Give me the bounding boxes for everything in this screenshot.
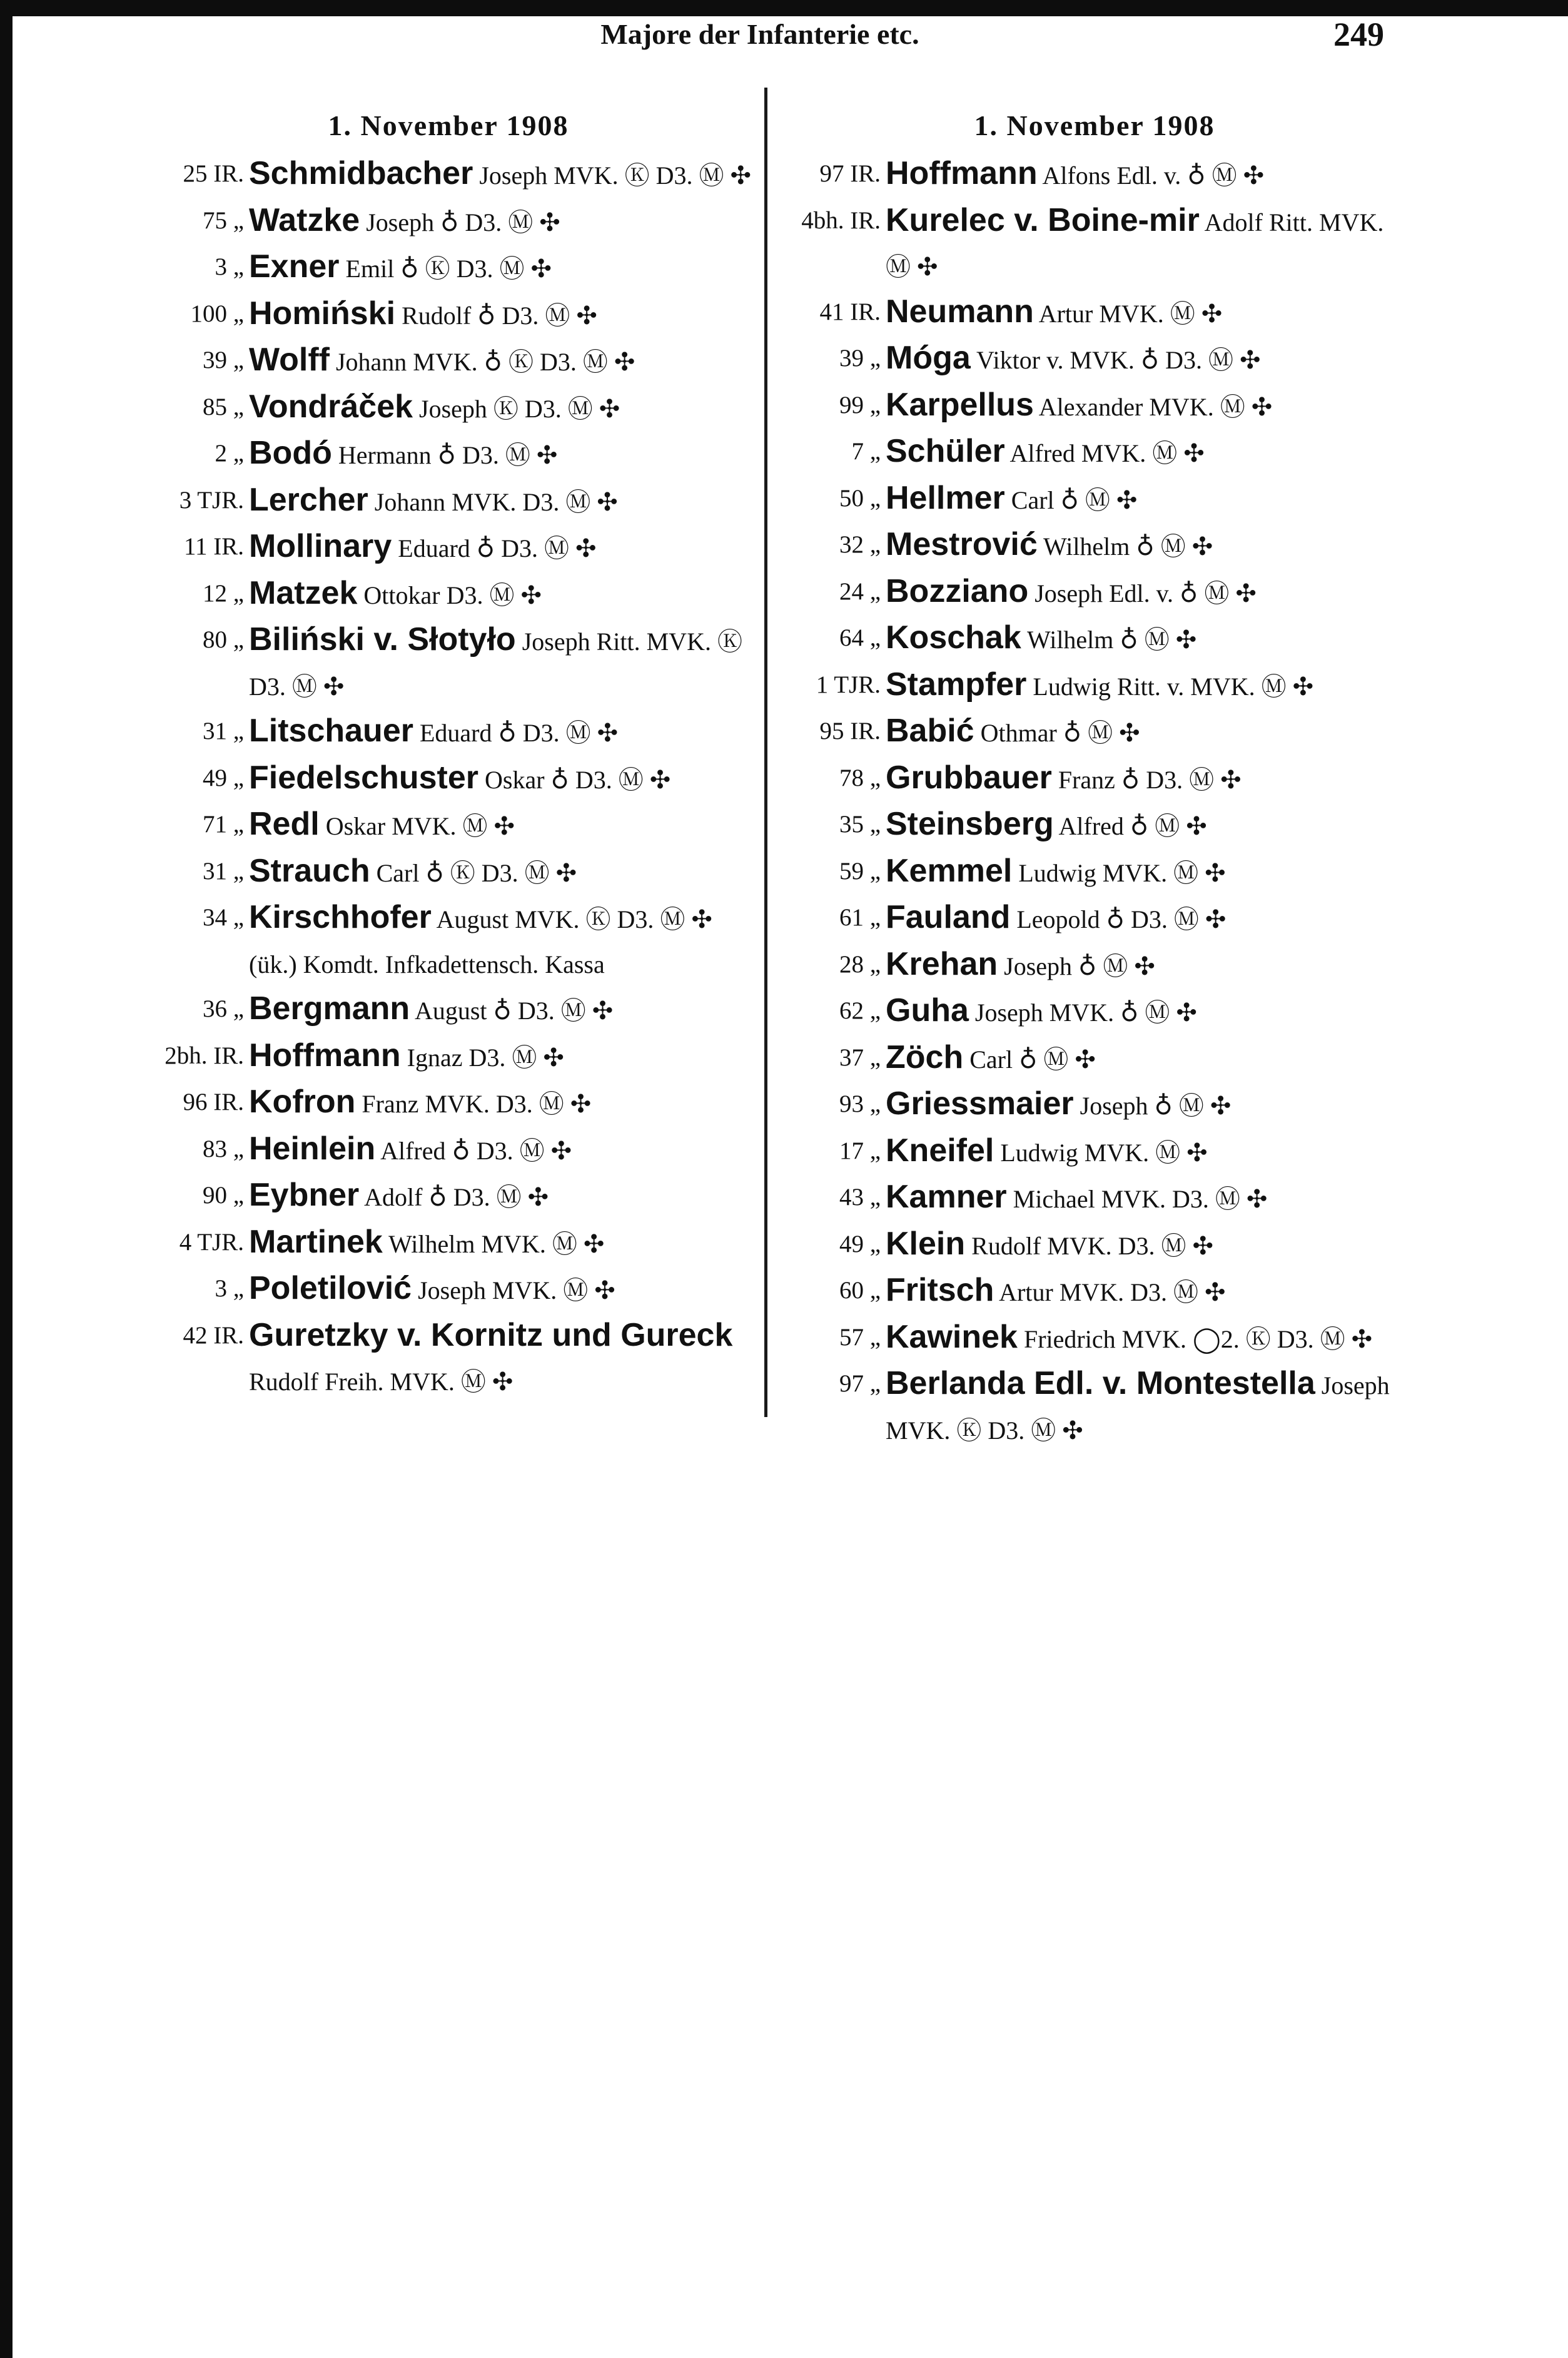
regiment-number: 39 „ (202, 347, 244, 374)
officer-surname: Guha (886, 992, 969, 1029)
officer-entry (886, 1129, 1407, 1176)
regiment-number: 1 TJR. (816, 671, 881, 698)
list-item (139, 478, 758, 525)
list-item (139, 1173, 758, 1220)
regiment-number: 78 „ (839, 764, 881, 791)
list-item (782, 1268, 1407, 1315)
officer-entry (886, 849, 1407, 896)
regiment-number: 41 IR. (819, 298, 881, 325)
officer-details: Johann MVK. D3. Ⓜ ✣ (374, 487, 618, 516)
officer-surname: Strauch (249, 852, 370, 889)
officer-entry (886, 663, 1407, 709)
regiment-number: 4bh. IR. (801, 206, 881, 234)
officer-surname: Hellmer (886, 479, 1005, 516)
officer-details: Joseph MVK. Ⓜ ✣ (418, 1276, 615, 1304)
right-column-heading: 1. November 1908 (974, 109, 1215, 141)
officer-details: Oskar ♁ D3. Ⓜ ✣ (485, 765, 671, 794)
list-item (139, 338, 758, 385)
officer-surname: Eybner (249, 1177, 360, 1213)
officer-entry (249, 338, 758, 385)
officer-details: Leopold ♁ D3. Ⓜ ✣ (1016, 905, 1227, 933)
list-item (782, 709, 1407, 756)
right-column (782, 100, 1407, 1453)
officer-details: Alfred MVK. Ⓜ ✣ (1009, 439, 1205, 467)
officer-surname: Vondráček (249, 388, 413, 425)
list-item (782, 756, 1407, 803)
officer-entry (249, 524, 758, 571)
running-title: Majore der Infanterie etc. (600, 18, 919, 50)
officer-surname: Fauland (886, 899, 1011, 935)
list-item (139, 524, 758, 571)
officer-surname: Matzek (249, 574, 358, 611)
officer-entry (249, 198, 758, 245)
list-item (782, 383, 1407, 430)
officer-entry (249, 571, 758, 618)
officer-surname: Schüler (886, 433, 1005, 469)
officer-surname: Exner (249, 248, 340, 285)
regiment-number: 7 „ (851, 438, 881, 465)
officer-entry (249, 431, 758, 478)
regiment-number: 62 „ (839, 997, 881, 1024)
left-entry-list (139, 151, 758, 1405)
list-item (782, 1222, 1407, 1269)
officer-details: Alfred ♁ Ⓜ ✣ (1058, 812, 1207, 840)
officer-surname: Martinek (249, 1223, 383, 1260)
officer-details: Alexander MVK. Ⓜ ✣ (1038, 392, 1273, 421)
left-column (139, 100, 758, 1405)
regiment-number: 57 „ (839, 1323, 881, 1351)
regiment-number: 12 „ (202, 579, 244, 607)
officer-surname: Heinlein (249, 1130, 376, 1167)
list-item (139, 709, 758, 756)
list-item (139, 292, 758, 338)
officer-details: Carl ♁ Ⓜ ✣ (1011, 485, 1138, 514)
officer-details: Joseph ♁ Ⓜ ✣ (1004, 952, 1155, 980)
right-entry-list (782, 151, 1407, 1453)
list-item (782, 1035, 1407, 1082)
officer-details: Ludwig MVK. Ⓜ ✣ (1018, 858, 1226, 887)
regiment-number: 50 „ (839, 484, 881, 512)
regiment-number: 95 IR. (819, 718, 881, 744)
list-item (139, 1266, 758, 1313)
regiment-number: 11 IR. (183, 533, 244, 560)
officer-details: Friedrich MVK. ◯2. Ⓚ D3. Ⓜ ✣ (1023, 1324, 1373, 1353)
officer-details: Michael MVK. D3. Ⓜ ✣ (1013, 1185, 1268, 1213)
regiment-number: 80 „ (202, 626, 244, 653)
officer-details: Franz ♁ D3. Ⓜ ✣ (1058, 765, 1242, 794)
officer-entry (886, 476, 1407, 523)
list-item (782, 1129, 1407, 1176)
officer-entry (886, 198, 1407, 290)
officer-entry (249, 1266, 758, 1313)
officer-entry (886, 151, 1407, 198)
officer-entry (249, 478, 758, 525)
officer-entry (249, 849, 758, 896)
regiment-number: 28 „ (839, 950, 881, 978)
list-item (139, 1034, 758, 1080)
officer-entry (249, 151, 758, 198)
officer-entry (249, 895, 758, 987)
officer-entry (886, 522, 1407, 569)
officer-details: Joseph ♁ Ⓜ ✣ (1080, 1092, 1232, 1120)
officer-surname: Karpellus (886, 386, 1034, 423)
list-item (782, 151, 1407, 198)
regiment-number: 25 IR. (183, 160, 244, 187)
list-item (139, 617, 758, 709)
officer-details: Hermann ♁ D3. Ⓜ ✣ (338, 441, 558, 469)
officer-details: Alfred ♁ D3. Ⓜ ✣ (380, 1136, 572, 1165)
officer-entry (249, 1080, 758, 1127)
officer-surname: Kawinek (886, 1318, 1018, 1355)
list-item (782, 802, 1407, 849)
officer-surname: Koschak (886, 619, 1021, 656)
officer-entry (249, 756, 758, 803)
officer-entry (249, 709, 758, 756)
list-item (782, 1361, 1407, 1453)
officer-surname: Kirschhofer (249, 899, 432, 935)
list-item (782, 290, 1407, 337)
list-item (139, 802, 758, 849)
column-divider (764, 88, 767, 1417)
officer-entry (886, 1035, 1407, 1082)
officer-details: Joseph MVK. ♁ Ⓜ ✣ (974, 999, 1197, 1027)
officer-details: Wilhelm ♁ Ⓜ ✣ (1027, 626, 1197, 654)
officer-surname: Homiński (249, 295, 396, 332)
officer-details: Adolf Ritt. MVK. Ⓜ ✣ (886, 208, 1384, 281)
list-item (139, 849, 758, 896)
officer-details: Carl ♁ Ⓚ D3. Ⓜ ✣ (376, 858, 577, 887)
regiment-number: 35 „ (839, 811, 881, 838)
officer-details: Joseph Edl. v. ♁ Ⓜ ✣ (1034, 579, 1257, 607)
officer-surname: Fiedelschuster (249, 759, 479, 796)
officer-surname: Mestrović (886, 526, 1038, 562)
regiment-number: 61 „ (839, 904, 881, 931)
list-item (782, 569, 1407, 616)
officer-entry (886, 1175, 1407, 1222)
officer-surname: Kofron (249, 1084, 356, 1120)
officer-entry (249, 987, 758, 1034)
officer-entry (886, 383, 1407, 430)
officer-surname: Mollinary (249, 528, 392, 564)
officer-entry (249, 1127, 758, 1174)
officer-surname: Hoffmann (249, 1037, 401, 1074)
officer-entry (886, 290, 1407, 337)
officer-details: Ottokar D3. Ⓜ ✣ (363, 581, 542, 609)
officer-details: Joseph ♁ D3. Ⓜ ✣ (366, 208, 560, 236)
list-item (139, 1080, 758, 1127)
officer-surname: Kurelec v. Boine-mir (886, 201, 1200, 238)
regiment-number: 71 „ (202, 811, 244, 838)
list-item (139, 895, 758, 987)
officer-entry (886, 1268, 1407, 1315)
list-item (782, 942, 1407, 989)
officer-entry (249, 1173, 758, 1220)
regiment-number: 39 „ (839, 345, 881, 372)
officer-entry (886, 709, 1407, 756)
officer-entry (886, 1361, 1407, 1453)
officer-surname: Stampfer (886, 666, 1027, 703)
list-item (782, 663, 1407, 709)
regiment-number: 49 „ (202, 764, 244, 791)
list-item (139, 1313, 758, 1405)
regiment-number: 93 „ (839, 1090, 881, 1117)
list-item (782, 1175, 1407, 1222)
regiment-number: 43 „ (839, 1184, 881, 1211)
officer-details: Wilhelm MVK. Ⓜ ✣ (388, 1229, 605, 1258)
list-item (782, 895, 1407, 942)
officer-details: Adolf ♁ D3. Ⓜ ✣ (364, 1183, 549, 1211)
regiment-number: 75 „ (202, 206, 244, 234)
regiment-number: 59 „ (839, 857, 881, 885)
officer-surname: Redl (249, 806, 320, 842)
officer-details: Joseph MVK. Ⓚ D3. Ⓜ ✣ (886, 1371, 1390, 1445)
regiment-number: 24 „ (839, 577, 881, 605)
regiment-number: 3 „ (215, 1275, 244, 1302)
officer-details: Ludwig Ritt. v. MVK. Ⓜ ✣ (1033, 672, 1314, 701)
officer-details: Ignaz D3. Ⓜ ✣ (407, 1043, 564, 1072)
officer-details: Joseph Ritt. MVK. Ⓚ D3. Ⓜ ✣ (249, 628, 742, 701)
officer-entry (886, 756, 1407, 803)
officer-surname: Fritsch (886, 1272, 994, 1308)
officer-surname: Schmidbacher (249, 155, 473, 191)
officer-entry (886, 616, 1407, 663)
officer-details: Carl ♁ Ⓜ ✣ (969, 1045, 1096, 1074)
officer-entry (886, 569, 1407, 616)
officer-surname: Lercher (249, 481, 368, 518)
officer-surname: Biliński v. Słotyło (249, 621, 516, 658)
list-item (782, 988, 1407, 1035)
list-item (782, 1082, 1407, 1129)
officer-surname: Babić (886, 713, 974, 749)
list-item (782, 336, 1407, 383)
officer-entry (886, 1222, 1407, 1269)
regiment-number: 85 „ (202, 393, 244, 420)
regiment-number: 4 TJR. (179, 1228, 244, 1256)
list-item (139, 245, 758, 292)
officer-surname: Klein (886, 1225, 966, 1262)
officer-entry (249, 1313, 758, 1405)
officer-details: Alfons Edl. v. ♁ Ⓜ ✣ (1042, 161, 1265, 190)
list-item (139, 385, 758, 432)
officer-surname: Litschauer (249, 713, 413, 749)
officer-surname: Bergmann (249, 990, 410, 1027)
list-item (139, 571, 758, 618)
officer-entry (249, 292, 758, 338)
regiment-number: 3 „ (215, 253, 244, 280)
officer-details: Emil ♁ Ⓚ D3. Ⓜ ✣ (345, 255, 552, 283)
list-item (782, 198, 1407, 290)
officer-entry (886, 942, 1407, 989)
regiment-number: 60 „ (839, 1277, 881, 1304)
list-item (782, 476, 1407, 523)
officer-entry (249, 385, 758, 432)
officer-details: Wilhelm ♁ Ⓜ ✣ (1043, 532, 1213, 561)
officer-entry (249, 1220, 758, 1267)
officer-details: Johann MVK. ♁ Ⓚ D3. Ⓜ ✣ (335, 348, 635, 376)
officer-details: Joseph Ⓚ D3. Ⓜ ✣ (419, 394, 620, 423)
list-item (782, 616, 1407, 663)
officer-entry (249, 245, 758, 292)
officer-entry (249, 802, 758, 849)
regiment-number: 42 IR. (183, 1321, 244, 1349)
officer-details: Joseph MVK. Ⓚ D3. Ⓜ ✣ (479, 161, 751, 190)
officer-surname: Berlanda Edl. v. Montestella (886, 1365, 1315, 1401)
officer-surname: Grubbauer (886, 759, 1052, 796)
list-item (139, 1220, 758, 1267)
regiment-number: 34 „ (202, 904, 244, 931)
list-item (139, 431, 758, 478)
page-number: 249 (1333, 16, 1384, 53)
officer-surname: Móga (886, 340, 971, 376)
officer-surname: Kemmel (886, 852, 1013, 889)
officer-surname: Poletilović (249, 1270, 412, 1306)
list-item (782, 1315, 1407, 1362)
officer-details: Rudolf ♁ D3. Ⓜ ✣ (402, 301, 597, 330)
officer-details: August MVK. Ⓚ D3. Ⓜ ✣ (ük.) Komdt. Infkadettensch. Kassa (249, 905, 712, 978)
officer-surname: Neumann (886, 293, 1034, 330)
list-item (139, 756, 758, 803)
officer-surname: Griessmaier (886, 1085, 1074, 1122)
officer-surname: Watzke (249, 201, 360, 238)
list-item (782, 849, 1407, 896)
regiment-number: 99 „ (839, 391, 881, 419)
officer-details: Artur MVK. Ⓜ ✣ (1038, 299, 1223, 328)
list-item (139, 1127, 758, 1174)
officer-surname: Bozziano (886, 572, 1029, 609)
officer-entry (886, 336, 1407, 383)
regiment-number: 100 „ (190, 300, 244, 327)
officer-entry (886, 895, 1407, 942)
regiment-number: 83 „ (202, 1135, 244, 1162)
officer-surname: Krehan (886, 945, 998, 982)
officer-entry (886, 1082, 1407, 1129)
regiment-number: 96 IR. (183, 1089, 244, 1115)
regiment-number: 37 „ (839, 1044, 881, 1071)
officer-details: August ♁ D3. Ⓜ ✣ (414, 997, 614, 1025)
list-item (782, 522, 1407, 569)
officer-surname: Hoffmann (886, 155, 1038, 191)
regiment-number: 49 „ (839, 1230, 881, 1258)
regiment-number: 2 „ (215, 440, 244, 467)
officer-surname: Kneifel (886, 1132, 994, 1169)
regiment-number: 90 „ (202, 1182, 244, 1209)
officer-surname: Wolff (249, 342, 330, 378)
regiment-number: 17 „ (839, 1137, 881, 1164)
left-column-heading: 1. November 1908 (328, 109, 569, 141)
officer-entry (249, 617, 758, 709)
regiment-number: 3 TJR. (179, 486, 244, 514)
officer-details: Artur MVK. D3. Ⓜ ✣ (999, 1278, 1226, 1306)
officer-entry (886, 802, 1407, 849)
regiment-number: 97 „ (839, 1370, 881, 1397)
officer-surname: Zöch (886, 1039, 964, 1075)
officer-details: Eduard ♁ D3. Ⓜ ✣ (419, 719, 619, 747)
regiment-number: 36 „ (202, 995, 244, 1022)
officer-details: Oskar MVK. Ⓜ ✣ (325, 812, 515, 840)
officer-details: Rudolf Freih. MVK. Ⓜ ✣ (249, 1368, 513, 1396)
list-item (139, 987, 758, 1034)
regiment-number: 2bh. IR. (164, 1042, 244, 1069)
officer-entry (886, 988, 1407, 1035)
officer-details: Othmar ♁ Ⓜ ✣ (980, 719, 1140, 747)
list-item (139, 151, 758, 198)
officer-entry (886, 429, 1407, 476)
regiment-number: 97 IR. (819, 160, 881, 187)
list-item (782, 429, 1407, 476)
officer-entry (249, 1034, 758, 1080)
regiment-number: 32 „ (839, 531, 881, 558)
officer-details: Eduard ♁ D3. Ⓜ ✣ (398, 534, 597, 562)
regiment-number: 64 „ (839, 624, 881, 651)
officer-details: Viktor v. MVK. ♁ D3. Ⓜ ✣ (976, 346, 1261, 374)
officer-details: Franz MVK. D3. Ⓜ ✣ (362, 1090, 592, 1118)
officer-entry (886, 1315, 1407, 1362)
officer-surname: Guretzky v. Kornitz und Gureck (249, 1316, 733, 1353)
officer-surname: Kamner (886, 1179, 1007, 1215)
list-item (139, 198, 758, 245)
officer-surname: Steinsberg (886, 806, 1054, 842)
officer-surname: Bodó (249, 435, 332, 471)
regiment-number: 31 „ (202, 718, 244, 744)
officer-details: Ludwig MVK. Ⓜ ✣ (1000, 1138, 1208, 1167)
officer-details: Rudolf MVK. D3. Ⓜ ✣ (971, 1231, 1213, 1260)
page-header (0, 18, 1568, 61)
regiment-number: 31 „ (202, 857, 244, 885)
